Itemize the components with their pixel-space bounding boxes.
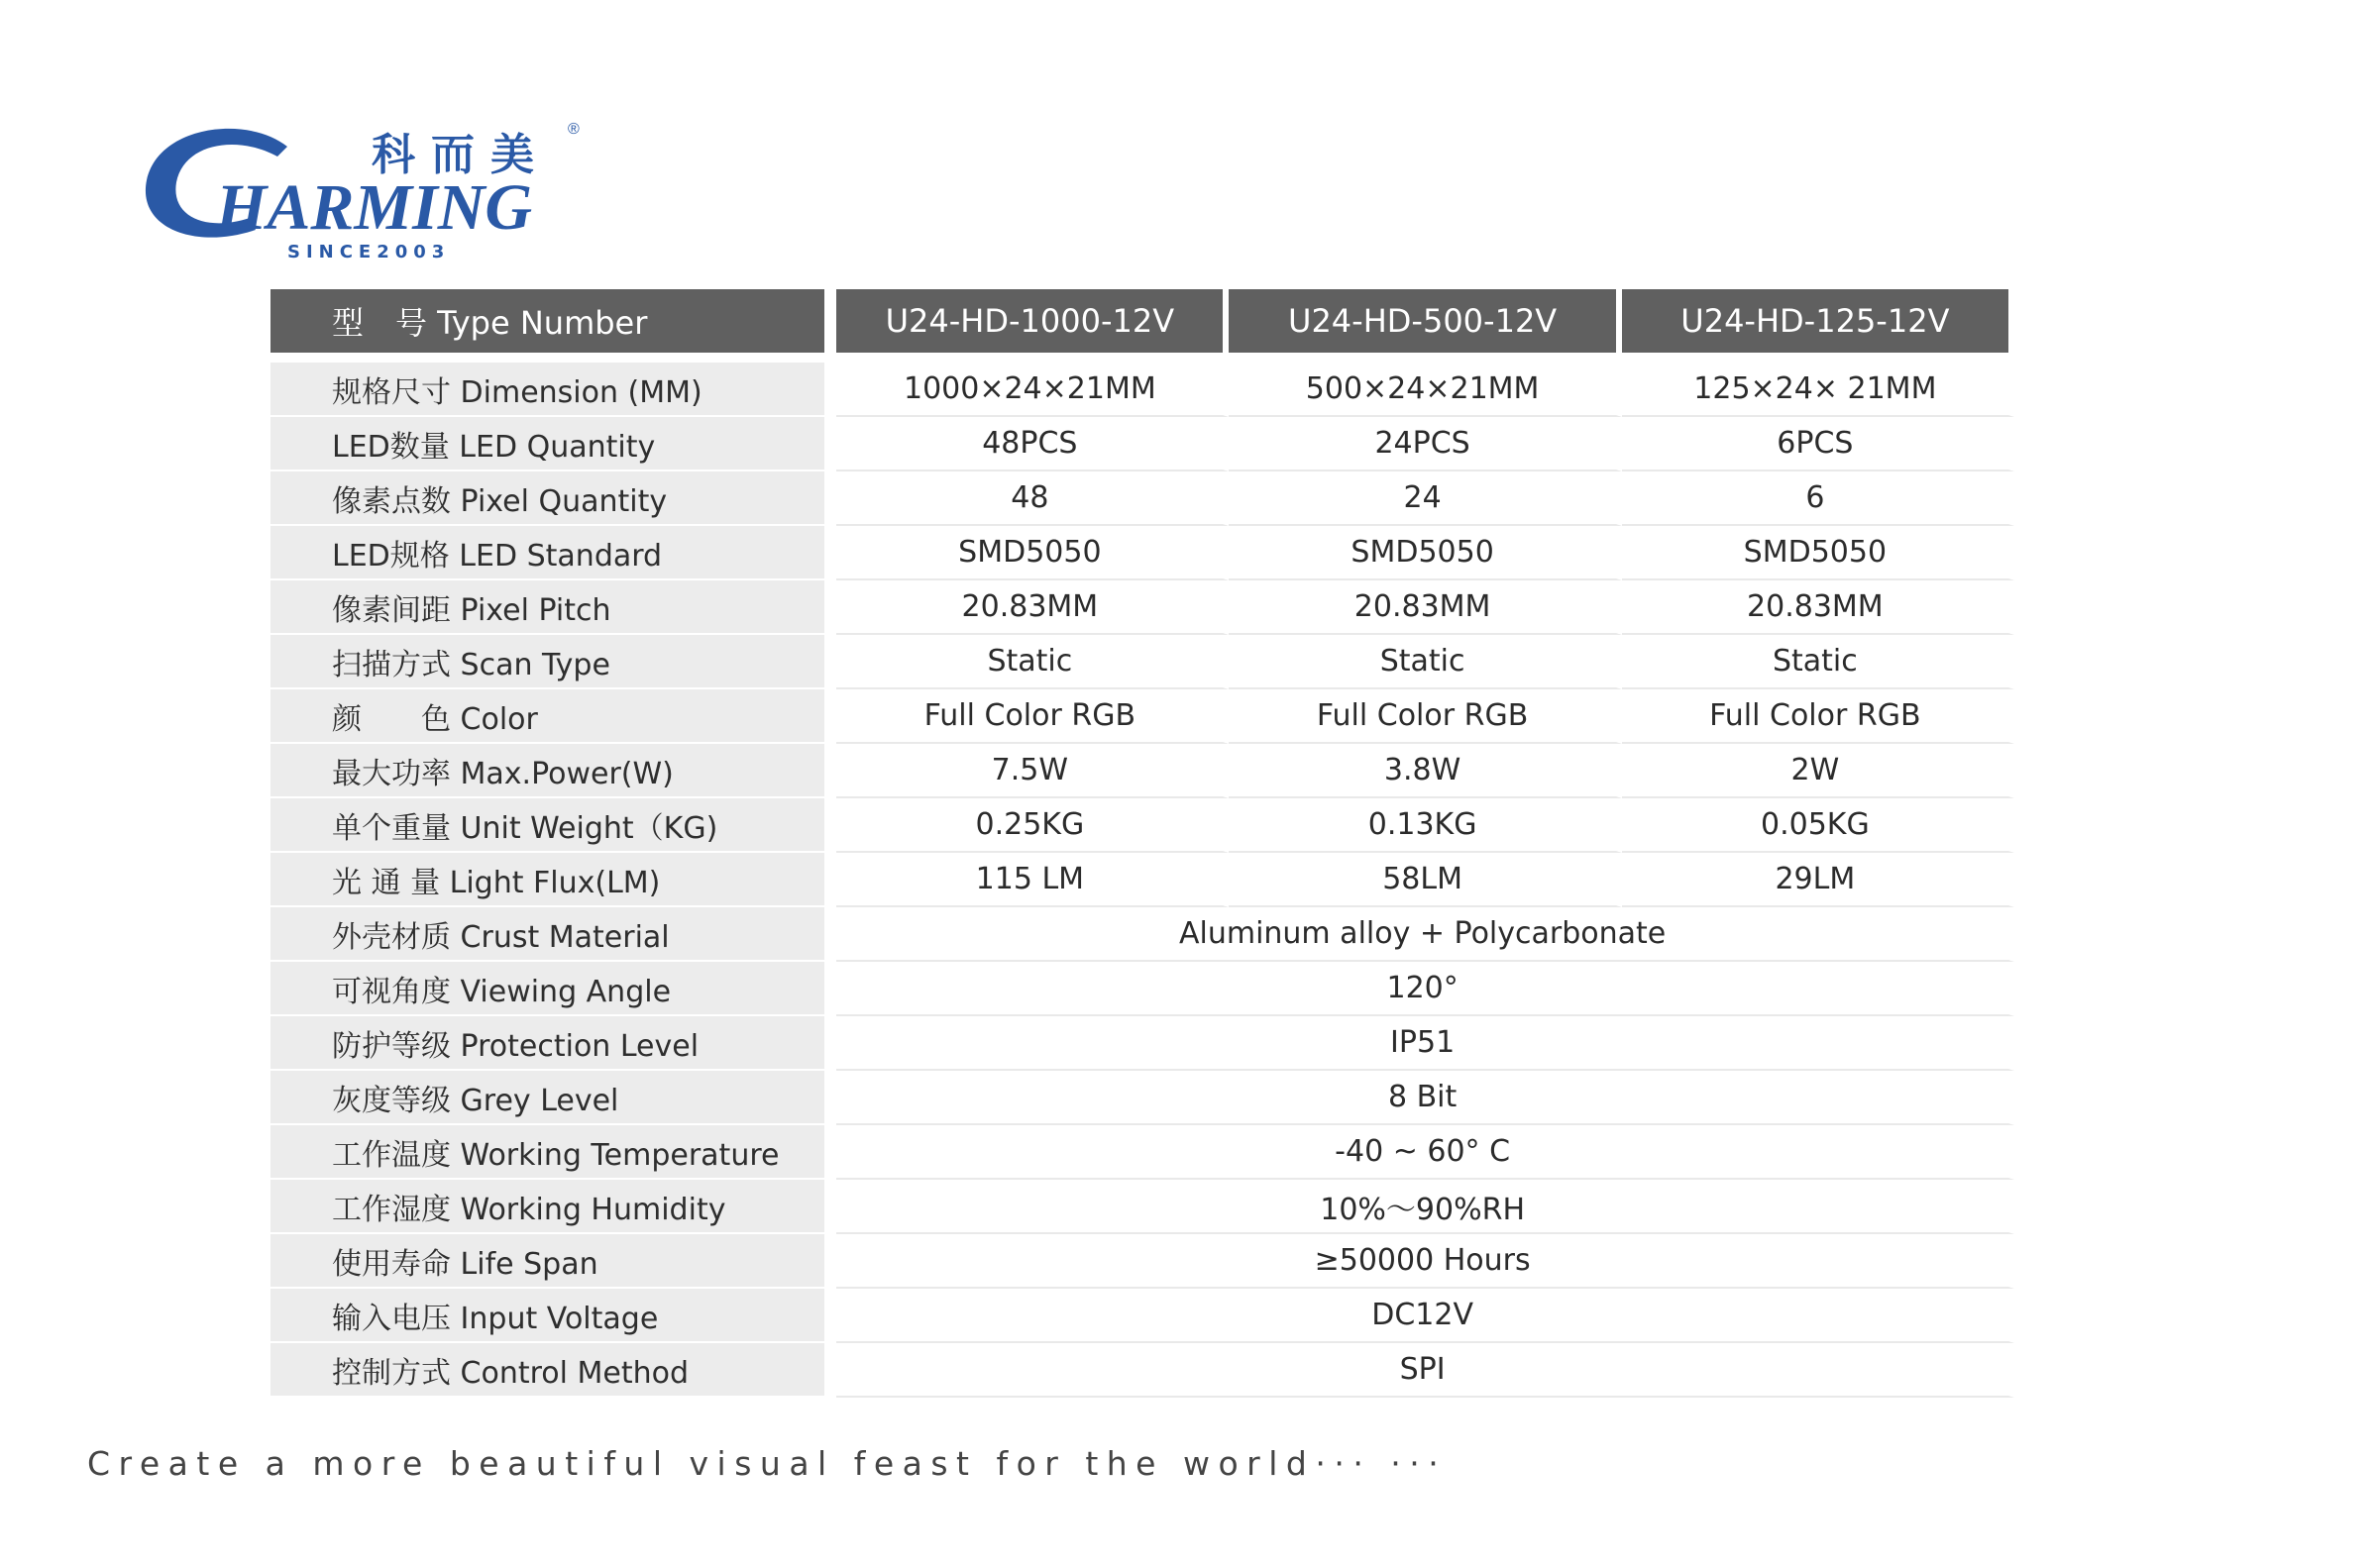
- table-row: [270, 580, 2014, 635]
- cell-shared-value: -40 ~ 60° C: [836, 1125, 2014, 1180]
- logo-registered-mark: ®: [568, 121, 580, 138]
- table-row: [270, 471, 2014, 526]
- table-row: [270, 744, 2014, 798]
- table-row: [270, 635, 2014, 689]
- table-row: [270, 363, 2014, 417]
- cell-shared-value: DC12V: [836, 1289, 2014, 1343]
- table-row: [270, 853, 2014, 907]
- cell-shared-value: 120°: [836, 962, 2014, 1016]
- table-row: [270, 1180, 2014, 1234]
- row-label: LED规格 LED Standard: [270, 526, 824, 580]
- table-row: [270, 1289, 2014, 1343]
- logo-chinese-name: 科而美: [372, 130, 550, 180]
- logo-wordmark: HARMING: [216, 171, 533, 244]
- cell-value: SMD5050: [1622, 526, 2014, 580]
- table-row: [270, 1016, 2014, 1071]
- cell-value: 20.83MM: [836, 580, 1229, 635]
- cell-value: 1000×24×21MM: [836, 363, 1229, 417]
- row-label: 工作温度 Working Temperature: [270, 1125, 824, 1180]
- cell-shared-value: SPI: [836, 1343, 2014, 1398]
- cell-value: 29LM: [1622, 853, 2014, 907]
- cell-value: 0.13KG: [1229, 798, 1621, 853]
- cell-value: Full Color RGB: [1229, 689, 1621, 744]
- cell-value: 2W: [1622, 744, 2014, 798]
- row-label: 规格尺寸 Dimension (MM): [270, 363, 824, 417]
- cell-value: 0.25KG: [836, 798, 1229, 853]
- cell-value: 20.83MM: [1229, 580, 1621, 635]
- row-label: 外壳材质 Crust Material: [270, 907, 824, 962]
- cell-value: Static: [1229, 635, 1621, 689]
- header-model: U24-HD-125-12V: [1622, 289, 2014, 353]
- cell-value: 24: [1229, 471, 1621, 526]
- cell-shared-value: ≥50000 Hours: [836, 1234, 2014, 1289]
- cell-value: 6PCS: [1622, 417, 2014, 471]
- cell-value: 24PCS: [1229, 417, 1621, 471]
- table-row: [270, 1125, 2014, 1180]
- cell-shared-value: 8 Bit: [836, 1071, 2014, 1125]
- footer-tagline: Create a more beautiful visual feast for the world··· ···: [87, 1444, 1448, 1483]
- row-label: 防护等级 Protection Level: [270, 1016, 824, 1071]
- cell-shared-value: Aluminum alloy + Polycarbonate: [836, 907, 2014, 962]
- cell-value: 500×24×21MM: [1229, 363, 1621, 417]
- table-row: [270, 1234, 2014, 1289]
- cell-value: 115 LM: [836, 853, 1229, 907]
- table-row: [270, 689, 2014, 744]
- row-label: 最大功率 Max.Power(W): [270, 744, 824, 798]
- cell-shared-value: 10%～90%RH: [836, 1180, 2014, 1234]
- cell-value: 125×24× 21MM: [1622, 363, 2014, 417]
- table-row: [270, 798, 2014, 853]
- row-label: 灰度等级 Grey Level: [270, 1071, 824, 1125]
- cell-value: 58LM: [1229, 853, 1621, 907]
- row-label: 扫描方式 Scan Type: [270, 635, 824, 689]
- spec-table: [270, 289, 2014, 1398]
- header-type-number-label: 型 号 Type Number: [270, 289, 824, 353]
- row-label: 控制方式 Control Method: [270, 1343, 824, 1398]
- table-row: [270, 962, 2014, 1016]
- table-row: [270, 526, 2014, 580]
- cell-value: 20.83MM: [1622, 580, 2014, 635]
- table-row: [270, 907, 2014, 962]
- cell-value: 6: [1622, 471, 2014, 526]
- row-label: 单个重量 Unit Weight（KG): [270, 798, 824, 853]
- row-label: 工作湿度 Working Humidity: [270, 1180, 824, 1234]
- row-label: 像素点数 Pixel Quantity: [270, 471, 824, 526]
- header-model: U24-HD-500-12V: [1229, 289, 1621, 353]
- cell-value: 48PCS: [836, 417, 1229, 471]
- cell-value: Static: [1622, 635, 2014, 689]
- cell-value: Static: [836, 635, 1229, 689]
- row-label: 使用寿命 Life Span: [270, 1234, 824, 1289]
- header-gap: [824, 289, 836, 353]
- cell-shared-value: IP51: [836, 1016, 2014, 1071]
- cell-value: 7.5W: [836, 744, 1229, 798]
- cell-value: 48: [836, 471, 1229, 526]
- cell-value: 3.8W: [1229, 744, 1621, 798]
- cell-value: 0.05KG: [1622, 798, 2014, 853]
- row-label: 颜 色 Color: [270, 689, 824, 744]
- row-label: 光 通 量 Light Flux(LM): [270, 853, 824, 907]
- cell-value: Full Color RGB: [836, 689, 1229, 744]
- row-label: 可视角度 Viewing Angle: [270, 962, 824, 1016]
- row-label: LED数量 LED Quantity: [270, 417, 824, 471]
- cell-value: SMD5050: [836, 526, 1229, 580]
- logo-since-text: SINCE2003: [287, 242, 451, 262]
- row-label: 输入电压 Input Voltage: [270, 1289, 824, 1343]
- table-row: [270, 1343, 2014, 1398]
- spec-table-body: [270, 363, 2014, 1398]
- cell-value: Full Color RGB: [1622, 689, 2014, 744]
- row-label: 像素间距 Pixel Pitch: [270, 580, 824, 635]
- cell-value: SMD5050: [1229, 526, 1621, 580]
- header-model: U24-HD-1000-12V: [836, 289, 1229, 353]
- table-header-row: [270, 289, 2014, 353]
- table-row: [270, 417, 2014, 471]
- table-row: [270, 1071, 2014, 1125]
- brand-logo: [139, 109, 604, 267]
